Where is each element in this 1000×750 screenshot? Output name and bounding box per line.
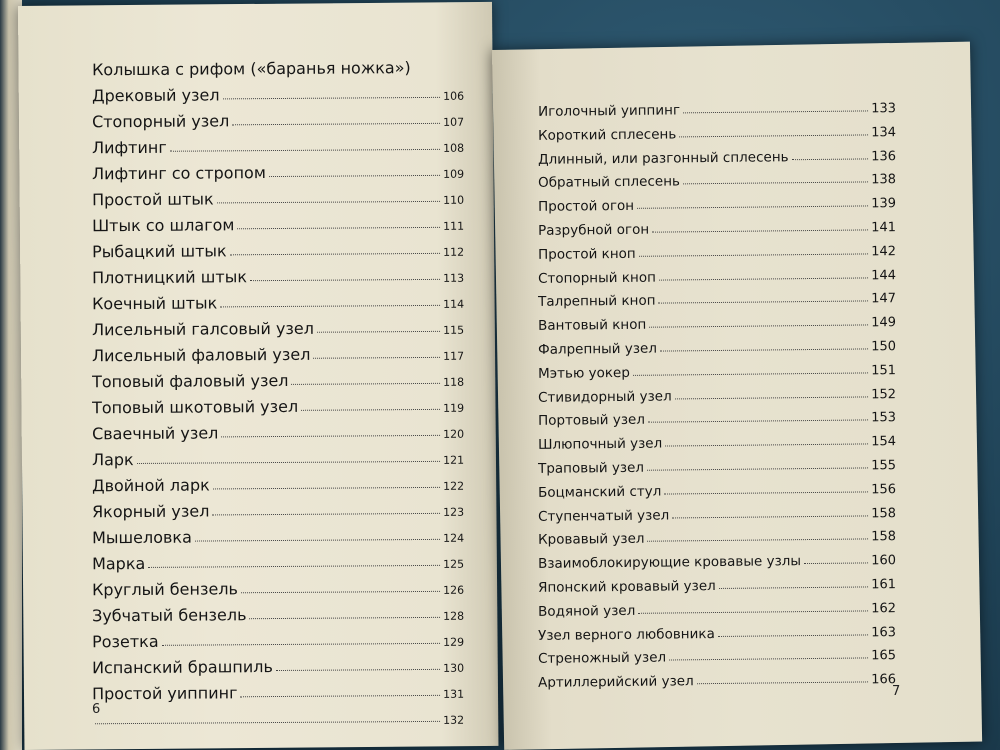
toc-entry — [92, 519, 464, 548]
toc-entry — [92, 181, 464, 210]
toc-entry-title: Лифтинг со стропом — [91, 163, 266, 184]
toc-entry-page-number: 163 — [871, 624, 897, 640]
dot-leader — [240, 694, 440, 697]
toc-entry-title: Короткий сплесень — [537, 126, 677, 144]
toc-entry-title: Дрековый узел — [91, 85, 220, 106]
toc-entry — [92, 571, 464, 600]
toc-entry-page-number: 108 — [442, 141, 465, 155]
toc-entry-title: Взаимоблокирующие кровавые узлы — [537, 553, 802, 573]
toc-entry — [92, 103, 464, 132]
dot-leader — [659, 276, 868, 280]
toc-entry — [92, 129, 464, 158]
left-page-number: 6 — [92, 702, 101, 717]
toc-entry-page-number: 141 — [871, 220, 897, 236]
toc-entry-page-number: 120 — [442, 427, 465, 441]
toc-entry-page-number: 149 — [871, 315, 897, 331]
toc-entry-page-number: 112 — [442, 245, 465, 259]
dot-leader — [291, 382, 440, 385]
toc-entry-title: Иголочный уиппинг — [537, 102, 681, 120]
toc-entry-title: Ступенчатый узел — [537, 507, 670, 525]
toc-entry — [92, 415, 464, 444]
dot-leader — [276, 668, 440, 671]
toc-entry-title: Траповый узел — [537, 459, 645, 477]
toc-entry — [92, 77, 464, 106]
toc-entry — [92, 259, 464, 288]
toc-entry — [92, 207, 464, 236]
toc-entry-page-number: 115 — [442, 323, 465, 337]
toc-entry-page-number: 158 — [871, 529, 897, 545]
toc-entry-title: Разрубной огон — [537, 221, 650, 239]
dot-leader — [213, 486, 440, 490]
toc-entry-page-number: 111 — [442, 219, 465, 233]
dot-leader — [675, 395, 869, 399]
dot-leader — [313, 356, 440, 359]
toc-entry-page-number: 152 — [871, 386, 897, 402]
toc-entry-page-number: 110 — [442, 193, 465, 207]
toc-entry — [92, 155, 464, 184]
dot-leader — [659, 300, 869, 304]
toc-entry-title: Топовый фаловый узел — [91, 370, 289, 392]
toc-entry-title: Стреножный узел — [537, 649, 667, 668]
toc-entry — [92, 311, 464, 340]
toc-entry-title: Японский кровавый узел — [537, 578, 716, 596]
toc-entry — [92, 675, 464, 704]
toc-entry-title: Водяной узел — [537, 602, 636, 620]
toc-entry-title: Топовый шкотовый узел — [91, 396, 299, 418]
toc-entry-title: Лисельный фаловый узел — [91, 344, 311, 366]
dot-leader — [223, 96, 440, 100]
toc-entry-page-number: 144 — [871, 267, 897, 283]
toc-entry — [538, 235, 896, 263]
toc-entry-title: Круглый бензель — [91, 579, 239, 600]
dot-leader — [217, 200, 440, 204]
dot-leader — [195, 538, 440, 542]
dot-leader — [250, 278, 440, 281]
toc-entry — [538, 663, 896, 691]
toc-entry-title: Стопорный кноп — [537, 269, 656, 287]
toc-entry-title: Лисельный галсовый узел — [91, 318, 315, 340]
toc-entry-page-number: 113 — [442, 271, 465, 285]
dot-leader — [660, 347, 868, 351]
toc-entry-title: Сваечный узел — [91, 423, 219, 444]
toc-entry-title: Стопорный узел — [91, 111, 230, 132]
dot-leader — [639, 252, 869, 256]
toc-entry-page-number: 139 — [871, 196, 897, 212]
toc-entry-page-number: 119 — [442, 401, 465, 415]
toc-entry-page-number: 123 — [442, 505, 465, 519]
toc-entry-title: Розетка — [91, 631, 159, 652]
toc-entry-title: Фалрепный узел — [537, 340, 658, 358]
dot-leader — [250, 616, 441, 619]
toc-entry — [92, 467, 464, 496]
toc-entry-page-number: 136 — [871, 148, 897, 164]
toc-entry-page-number: 142 — [871, 243, 897, 260]
toc-entry-page-number: 118 — [442, 375, 465, 389]
toc-entry-page-number: 130 — [442, 661, 465, 675]
toc-entry-page-number: 106 — [442, 89, 465, 103]
dot-leader — [679, 133, 868, 137]
dot-leader — [221, 434, 440, 438]
toc-entry-page-number: 151 — [871, 362, 897, 379]
toc-entry — [92, 389, 464, 418]
toc-entry-page-number: 132 — [442, 713, 465, 727]
toc-entry — [538, 473, 896, 501]
toc-entry-page-number: 125 — [442, 557, 465, 571]
toc-entry-title: Талрепный кноп — [537, 293, 656, 311]
dot-leader — [237, 226, 440, 229]
toc-entry-title: Штык со шлагом — [91, 215, 235, 236]
dot-leader — [647, 538, 868, 542]
toc-entry — [92, 623, 464, 652]
toc-entry-page-number: 109 — [442, 167, 465, 181]
toc-entry-page-number: 162 — [871, 600, 897, 617]
toc-entry-page-number: 165 — [871, 648, 897, 664]
toc-entry-title: Портовый узел — [537, 412, 646, 430]
dot-leader — [148, 564, 440, 568]
dot-leader — [95, 720, 440, 724]
dot-leader — [162, 642, 440, 646]
toc-entry-page-number: 124 — [442, 531, 465, 545]
toc-entry-page-number: 138 — [871, 172, 897, 188]
toc-entry — [538, 116, 896, 144]
dot-leader — [232, 122, 440, 125]
toc-entry-title: Якорный узел — [91, 501, 210, 522]
dot-leader — [669, 657, 868, 661]
toc-entry — [92, 51, 464, 80]
toc-entry — [538, 592, 896, 620]
dot-leader — [241, 590, 440, 593]
toc-entry-title: Стивидорный узел — [537, 388, 672, 406]
toc-entry — [92, 233, 464, 262]
dot-leader — [718, 633, 868, 637]
toc-entry-title: Артиллерийский узел — [537, 673, 694, 692]
dot-leader — [649, 324, 868, 328]
dot-leader — [137, 460, 440, 464]
toc-entry-title: Колышка с рифом («баранья ножка») — [91, 58, 411, 80]
toc-entry-page-number: 161 — [871, 577, 897, 593]
toc-entry-page-number: 129 — [442, 635, 465, 649]
toc-entry-title: Плотницкий штык — [91, 267, 248, 288]
dot-leader — [804, 562, 868, 565]
toc-entry-page-number: 166 — [871, 672, 897, 688]
dot-leader — [683, 181, 868, 185]
dot-leader — [637, 205, 868, 209]
toc-entry — [538, 354, 896, 382]
toc-entry-title: Коечный штык — [91, 293, 218, 314]
toc-entry-page-number: 154 — [871, 434, 897, 450]
toc-entry — [92, 493, 464, 522]
toc-entry-page-number: 156 — [871, 481, 897, 498]
toc-entry-title: Ларк — [91, 450, 134, 470]
dot-leader — [672, 514, 868, 518]
dot-leader — [719, 585, 868, 589]
dot-leader — [664, 490, 868, 494]
toc-entry-page-number: 133 — [871, 101, 897, 117]
toc-entry-page-number: 153 — [871, 410, 897, 426]
toc-entry-page-number: 122 — [442, 479, 465, 493]
toc-entry-title: Рыбацкий штык — [91, 241, 227, 262]
toc-entry-page-number: 160 — [871, 553, 897, 569]
toc-entry-title: Простой штык — [91, 189, 214, 210]
toc-entry-page-number: 147 — [871, 291, 897, 307]
toc-entry — [92, 545, 464, 574]
toc-entry-title: Шлюпочный узел — [537, 435, 663, 454]
dot-leader — [317, 330, 440, 333]
toc-entry-title: Боцманский стул — [537, 483, 662, 501]
dot-leader — [170, 148, 440, 152]
toc-entry-title: Марка — [91, 553, 146, 574]
dot-leader — [648, 419, 868, 423]
toc-entry-title: Зубчатый бензель — [91, 605, 247, 626]
toc-entry-title: Простой огон — [537, 198, 635, 216]
toc-entry-title: Кровавый узел — [537, 531, 645, 549]
dot-leader — [665, 443, 868, 447]
toc-entry-page-number: 128 — [442, 609, 465, 623]
toc-entry-title: Вантовый кноп — [537, 316, 647, 335]
toc-entry-page-number: 121 — [442, 453, 465, 467]
dot-leader — [647, 466, 868, 470]
dot-leader — [301, 408, 440, 411]
dot-leader — [652, 228, 868, 232]
toc-entry-title: Лифтинг — [91, 137, 167, 158]
toc-entry-page-number: 150 — [871, 339, 897, 355]
toc-entry-page-number: 117 — [442, 349, 465, 363]
toc-entry-page-number: 158 — [871, 505, 897, 521]
toc-entry-title: Узел верного любовника — [537, 625, 715, 644]
toc-entry-page-number: 126 — [442, 583, 465, 597]
dot-leader — [269, 174, 440, 177]
toc-entry-title: Испанский брашпиль — [91, 657, 273, 678]
toc-entry-page-number: 131 — [442, 687, 465, 701]
dot-leader — [697, 681, 869, 685]
toc-entry-title: Мышеловка — [91, 527, 192, 548]
toc-entry-page-number: 114 — [442, 297, 465, 311]
toc-entry-title: Длинный, или разгонный сплесень — [537, 148, 789, 168]
toc-entry — [92, 441, 464, 470]
toc-entry-title: Обратный сплесень — [537, 173, 681, 192]
right-page-number: 7 — [892, 684, 901, 699]
toc-entry-title: Простой уиппинг — [91, 683, 238, 704]
dot-leader — [230, 252, 440, 255]
dot-leader — [220, 304, 440, 308]
dot-leader — [212, 512, 440, 516]
toc-entry — [92, 285, 464, 314]
toc-entry-title: Двойной ларк — [91, 475, 210, 496]
toc-entry-page-number: 107 — [442, 115, 465, 129]
toc-entry — [92, 363, 464, 392]
dot-leader — [683, 109, 868, 113]
toc-entry-page-number: 155 — [871, 458, 897, 474]
toc-entry-title: Мэтью уокер — [537, 364, 630, 382]
toc-entry — [92, 649, 464, 678]
toc-entry-title: Простой кноп — [537, 245, 636, 263]
toc-entry — [92, 337, 464, 366]
dot-leader — [638, 609, 868, 613]
toc-entry — [92, 701, 464, 730]
toc-entry — [92, 597, 464, 626]
toc-entry-page-number: 134 — [871, 124, 897, 141]
dot-leader — [633, 371, 868, 375]
dot-leader — [792, 157, 869, 160]
